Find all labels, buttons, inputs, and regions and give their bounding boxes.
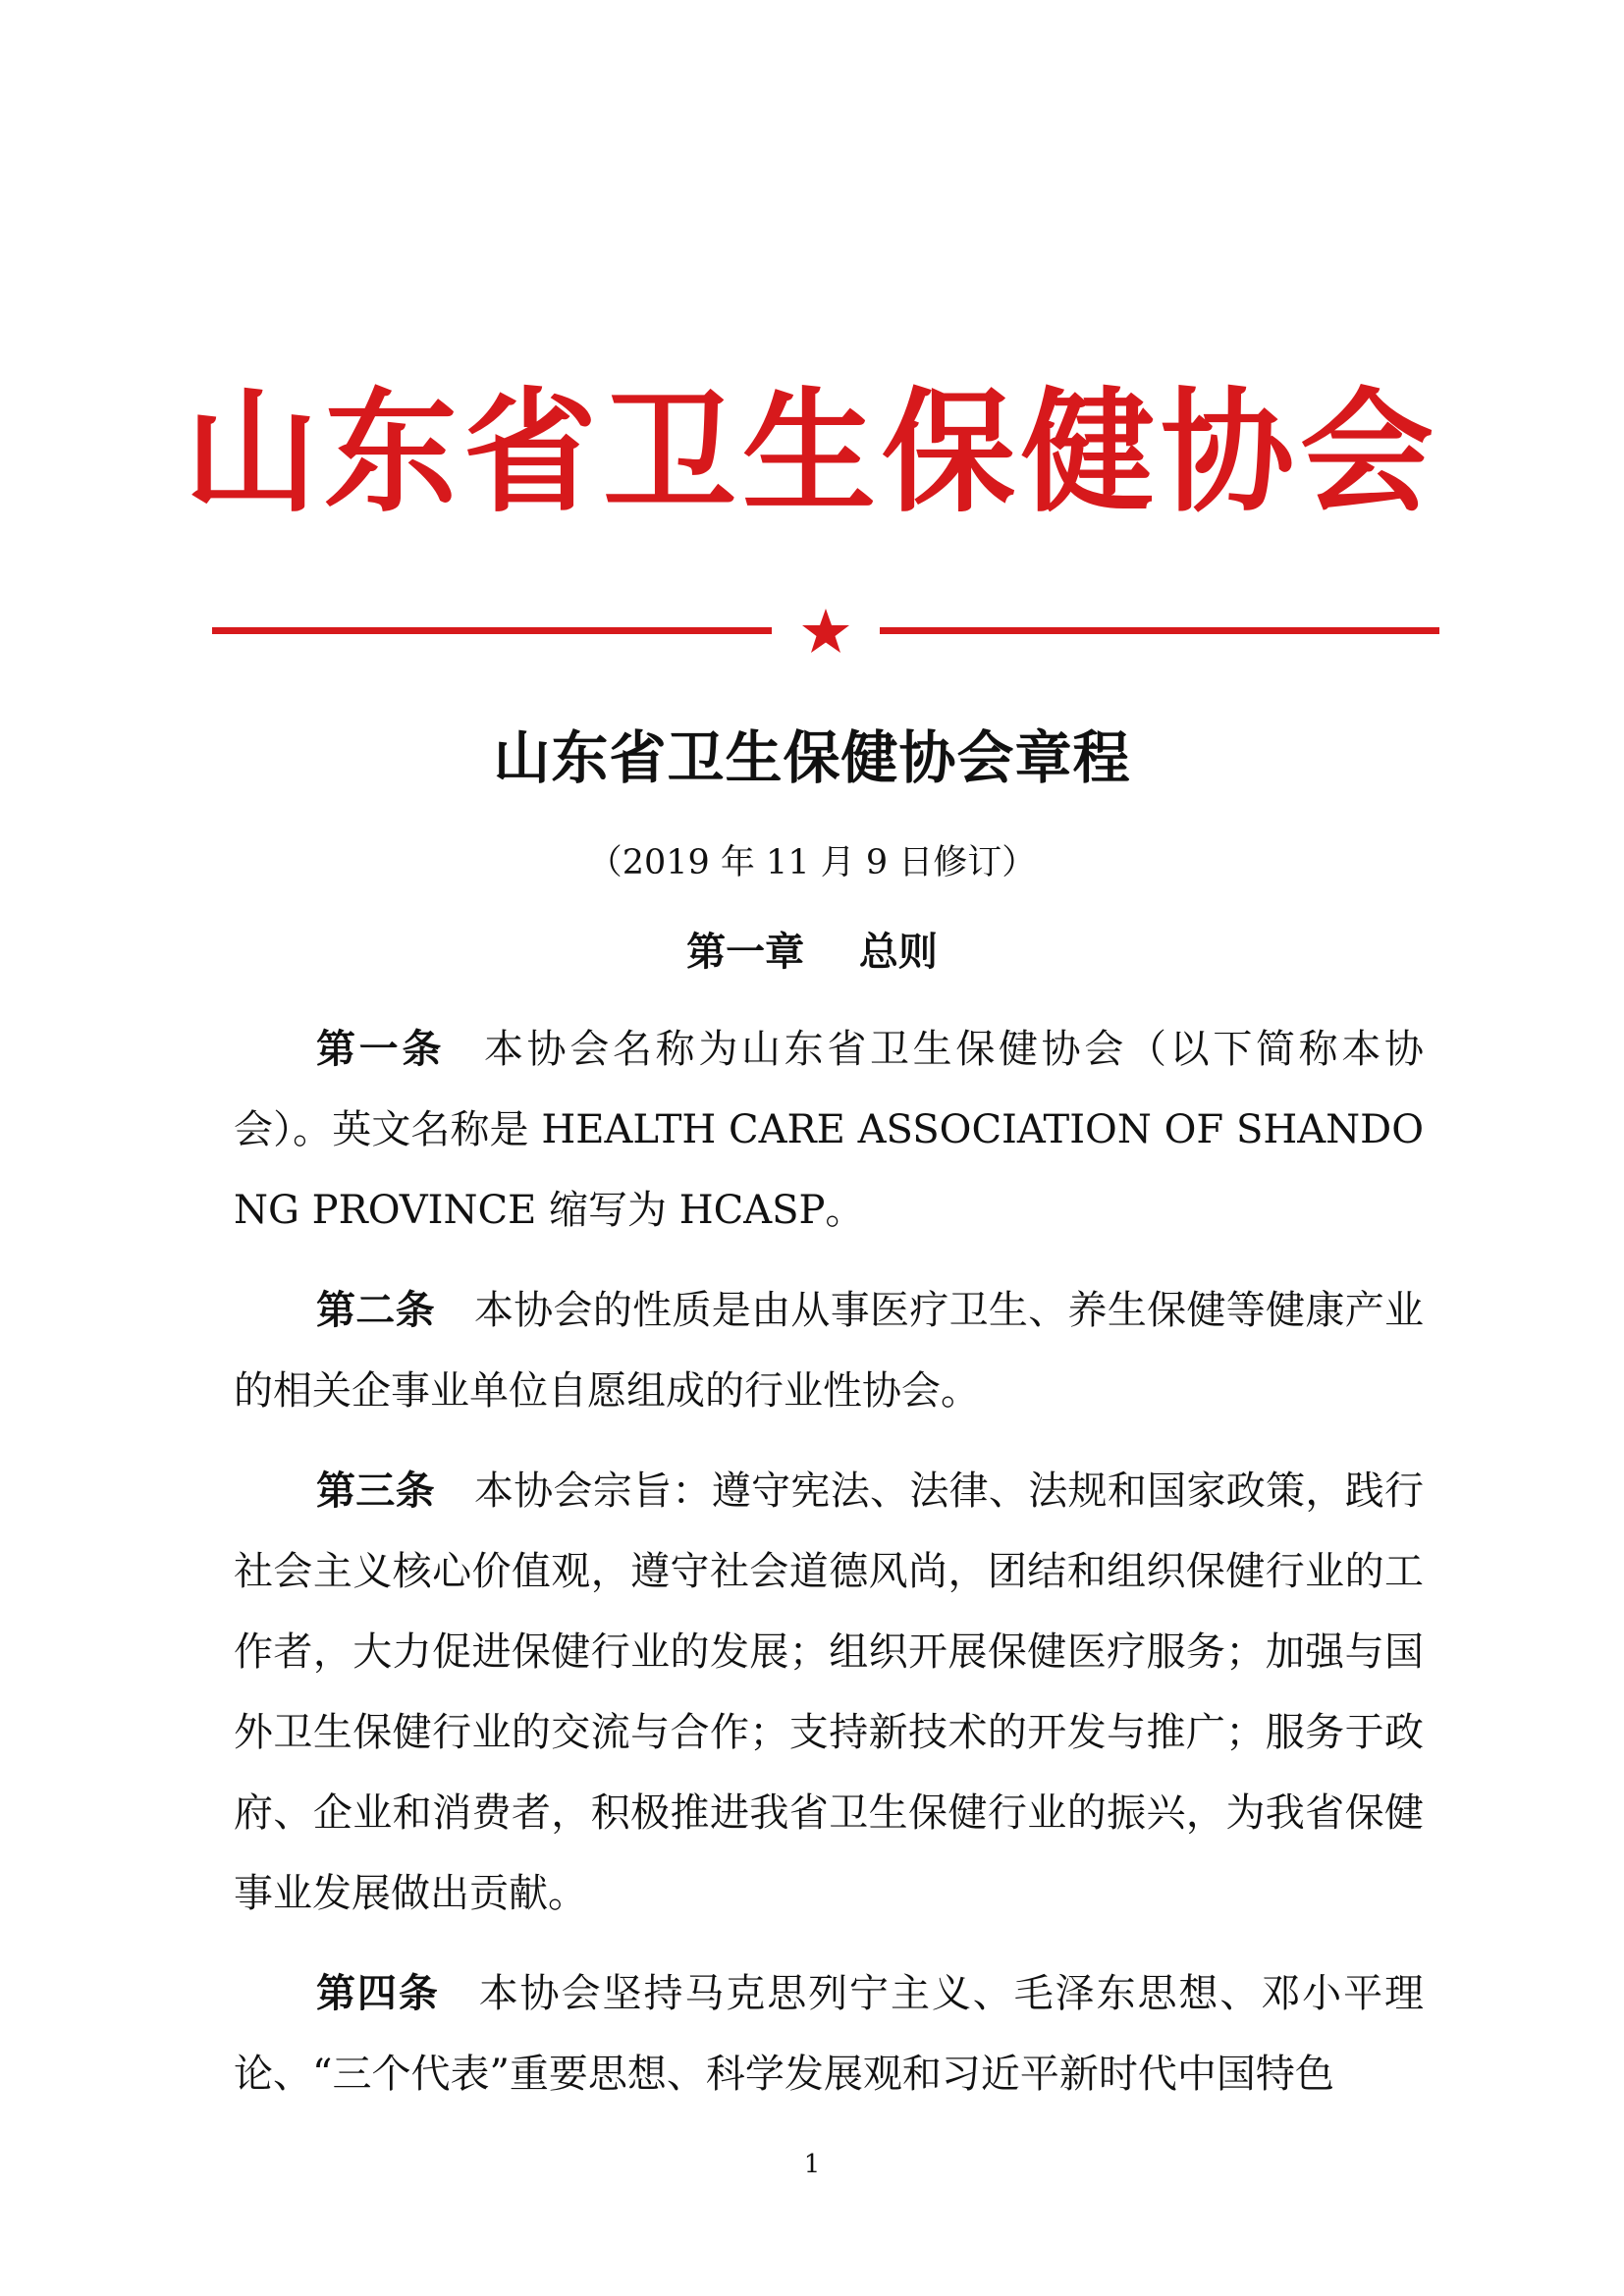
article-label: 第四条 [316, 1971, 440, 2016]
article-text: 本协会坚持马克思列宁主义、毛泽东思想、邓小平理论、“三个代表”重要思想、科学发展观和习近平新时代中国特色 [234, 1971, 1425, 2097]
article-4 [234, 1953, 1424, 2114]
page-number: 1 [803, 2150, 821, 2179]
star-icon [801, 607, 850, 656]
article-label: 第一条 [316, 1027, 445, 1072]
header-divider [212, 607, 1439, 656]
article-label: 第三条 [316, 1468, 435, 1514]
document-title: 山东省卫生保健协会章程 [493, 724, 1131, 791]
divider-line-left [212, 627, 772, 634]
organization-title: 山东省卫生保健协会 [185, 374, 1439, 531]
article-2 [234, 1270, 1424, 1431]
chapter-heading: 第一章 总则 [686, 930, 938, 975]
article-label: 第二条 [316, 1288, 435, 1333]
article-text: 本协会名称为山东省卫生保健协会（以下简称本协会）。英文名称是 HEALTH CARE ASSOCIATION OF SHANDONG PROVINCE 缩写为 HCASP。 [234, 1027, 1424, 1233]
article-1 [234, 1009, 1424, 1251]
divider-line-right [880, 627, 1439, 634]
revision-date: （2019 年 11 月 9 日修订） [587, 843, 1037, 882]
star-shape [802, 609, 849, 653]
article-text: 本协会的性质是由从事医疗卫生、养生保健等健康产业的相关企事业单位自愿组成的行业性协会。 [234, 1288, 1425, 1414]
article-text: 本协会宗旨：遵守宪法、法律、法规和国家政策，践行社会主义核心价值观，遵守社会道德风尚，团结和组织保健行业的工作者，大力促进保健行业的发展；组织开展保健医疗服务；加强与国外卫生保健行业的交流与合作；支持新技术的开发与推广；服务于政府、企业和消费者，积极推进我省卫生保健行业的振兴，为我省保健事业发展做出贡献。 [234, 1468, 1425, 1916]
article-3 [234, 1451, 1424, 1934]
document-body [234, 1009, 1424, 2134]
